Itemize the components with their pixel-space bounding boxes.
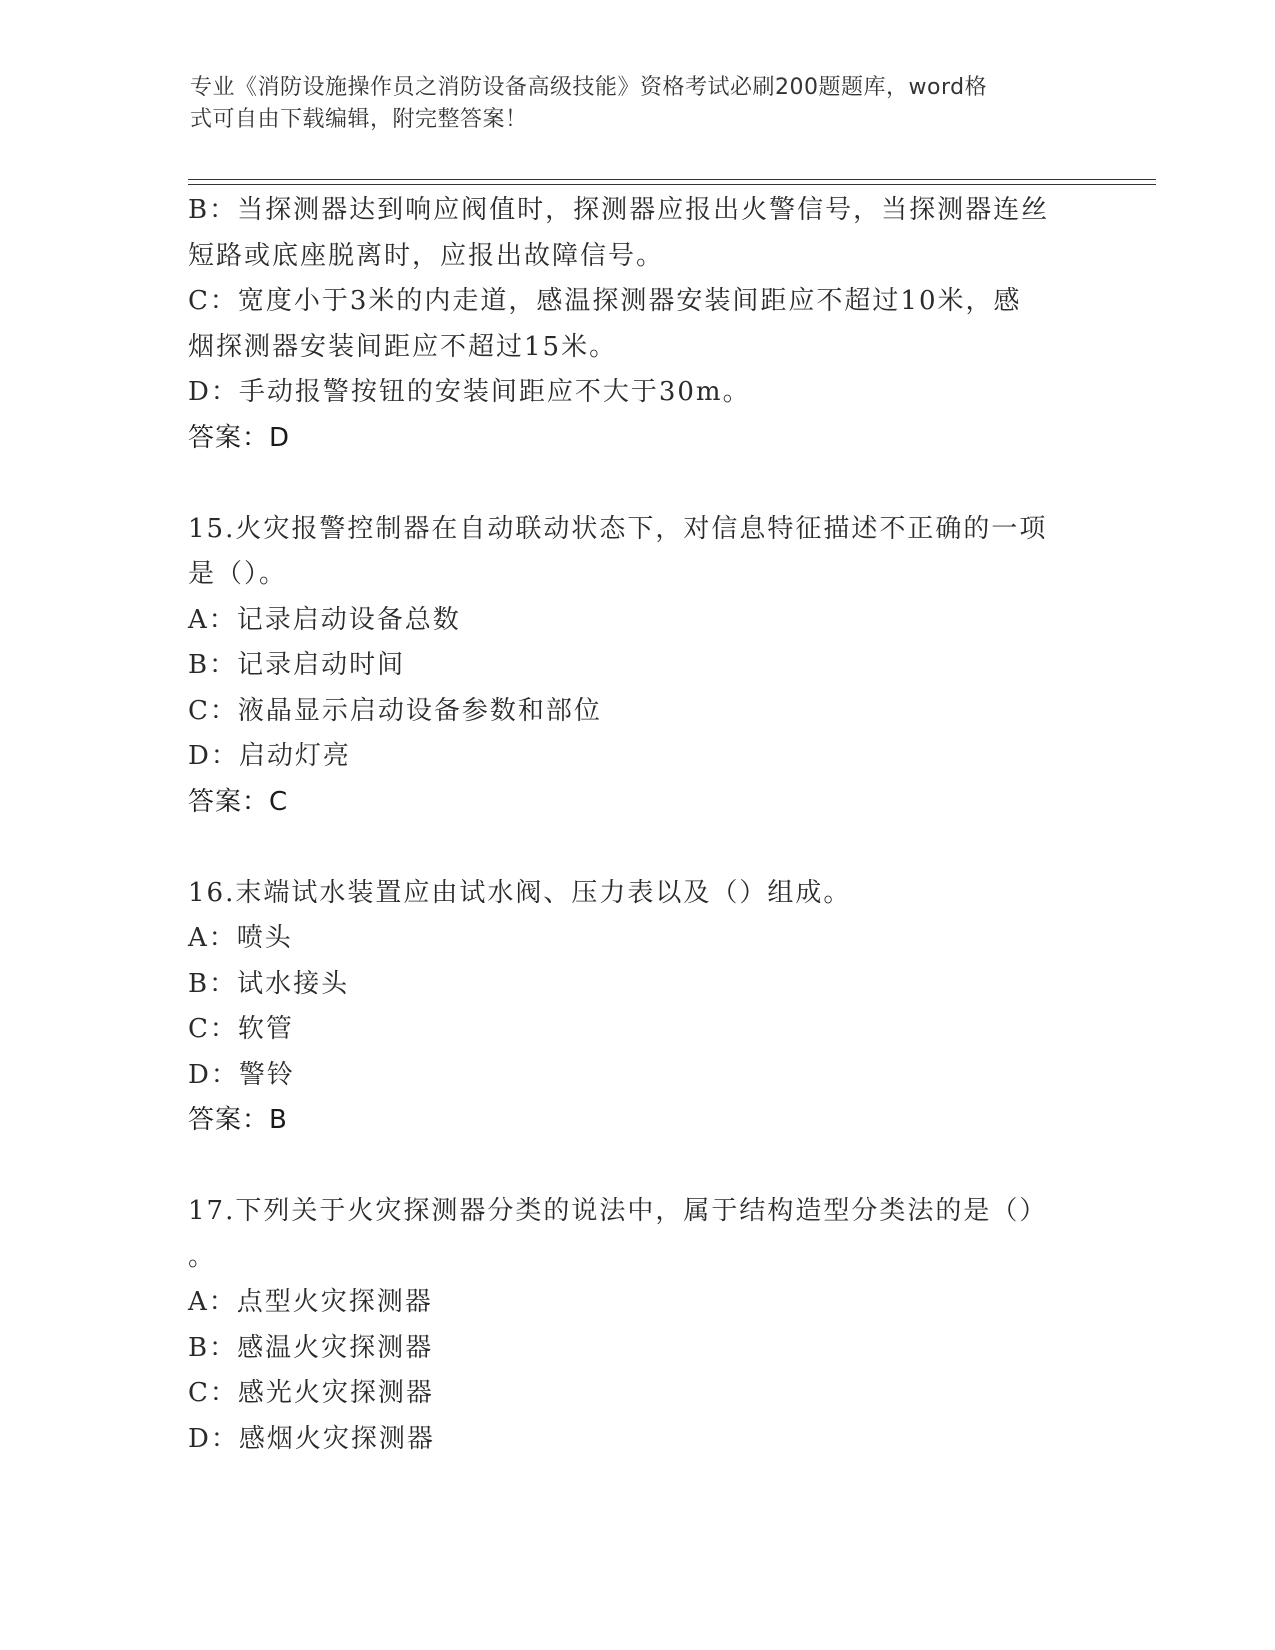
answer: 答案：D [188,422,291,453]
option-d: D：警铃 [188,1059,295,1090]
option-c: C：感光火灾探测器 [188,1378,434,1408]
spacer [188,825,1108,871]
option-d: D：感烟火灾探测器 [188,1423,435,1454]
option-a: A：点型火灾探测器 [188,1287,433,1317]
option-b: B：记录启动时间 [188,650,406,680]
option-c: C：液晶显示启动设备参数和部位 [188,695,602,726]
option-c-line-2: 烟探测器安装间距应不超过15米。 [188,331,618,362]
header-rule-top [188,179,1156,180]
question-stem-line-1: 17.下列关于火灾探测器分类的说法中，属于结构造型分类法的是（） [188,1196,1048,1226]
spacer [188,1144,1108,1190]
question-stem-line-1: 16.末端试水装置应由试水阀、压力表以及（）组成。 [188,877,852,908]
header-line-1: 专业《消防设施操作员之消防设备高级技能》资格考试必刷200题题库，word格 [190,75,988,100]
question-14-continued [188,188,1108,461]
option-d: D：启动灯亮 [188,741,351,771]
question-16 [188,871,1108,1144]
option-b-line-1: B：当探测器达到响应阀值时，探测器应报出火警信号，当探测器连丝 [188,195,1050,225]
option-b: B：试水接头 [188,968,350,999]
header-rule-bottom [188,184,1156,185]
option-c-line-1: C：宽度小于3米的内走道，感温探测器安装间距应不超过10米，感 [188,286,1022,316]
answer: 答案：C [188,786,289,817]
document-body [188,188,1108,1462]
question-17 [188,1189,1108,1462]
answer: 答案：B [188,1105,288,1135]
header-line-2: 式可自由下载编辑，附完整答案！ [190,107,528,132]
spacer [188,461,1108,507]
question-stem-line-2: 。 [188,1241,217,1272]
option-b-line-2: 短路或底座脱离时，应报出故障信号。 [188,240,665,271]
option-c: C：软管 [188,1014,294,1044]
option-b: B：感温火灾探测器 [188,1332,434,1363]
question-stem-line-1: 15.火灾报警控制器在自动联动状态下，对信息特征描述不正确的一项 [188,513,1048,544]
option-a: A：喷头 [188,923,293,953]
question-stem-line-2: 是（）。 [188,559,288,589]
document-header [190,72,1070,136]
option-d: D：手动报警按钮的安装间距应不大于30m。 [188,377,751,407]
question-15 [188,507,1108,826]
option-a: A：记录启动设备总数 [188,604,461,635]
